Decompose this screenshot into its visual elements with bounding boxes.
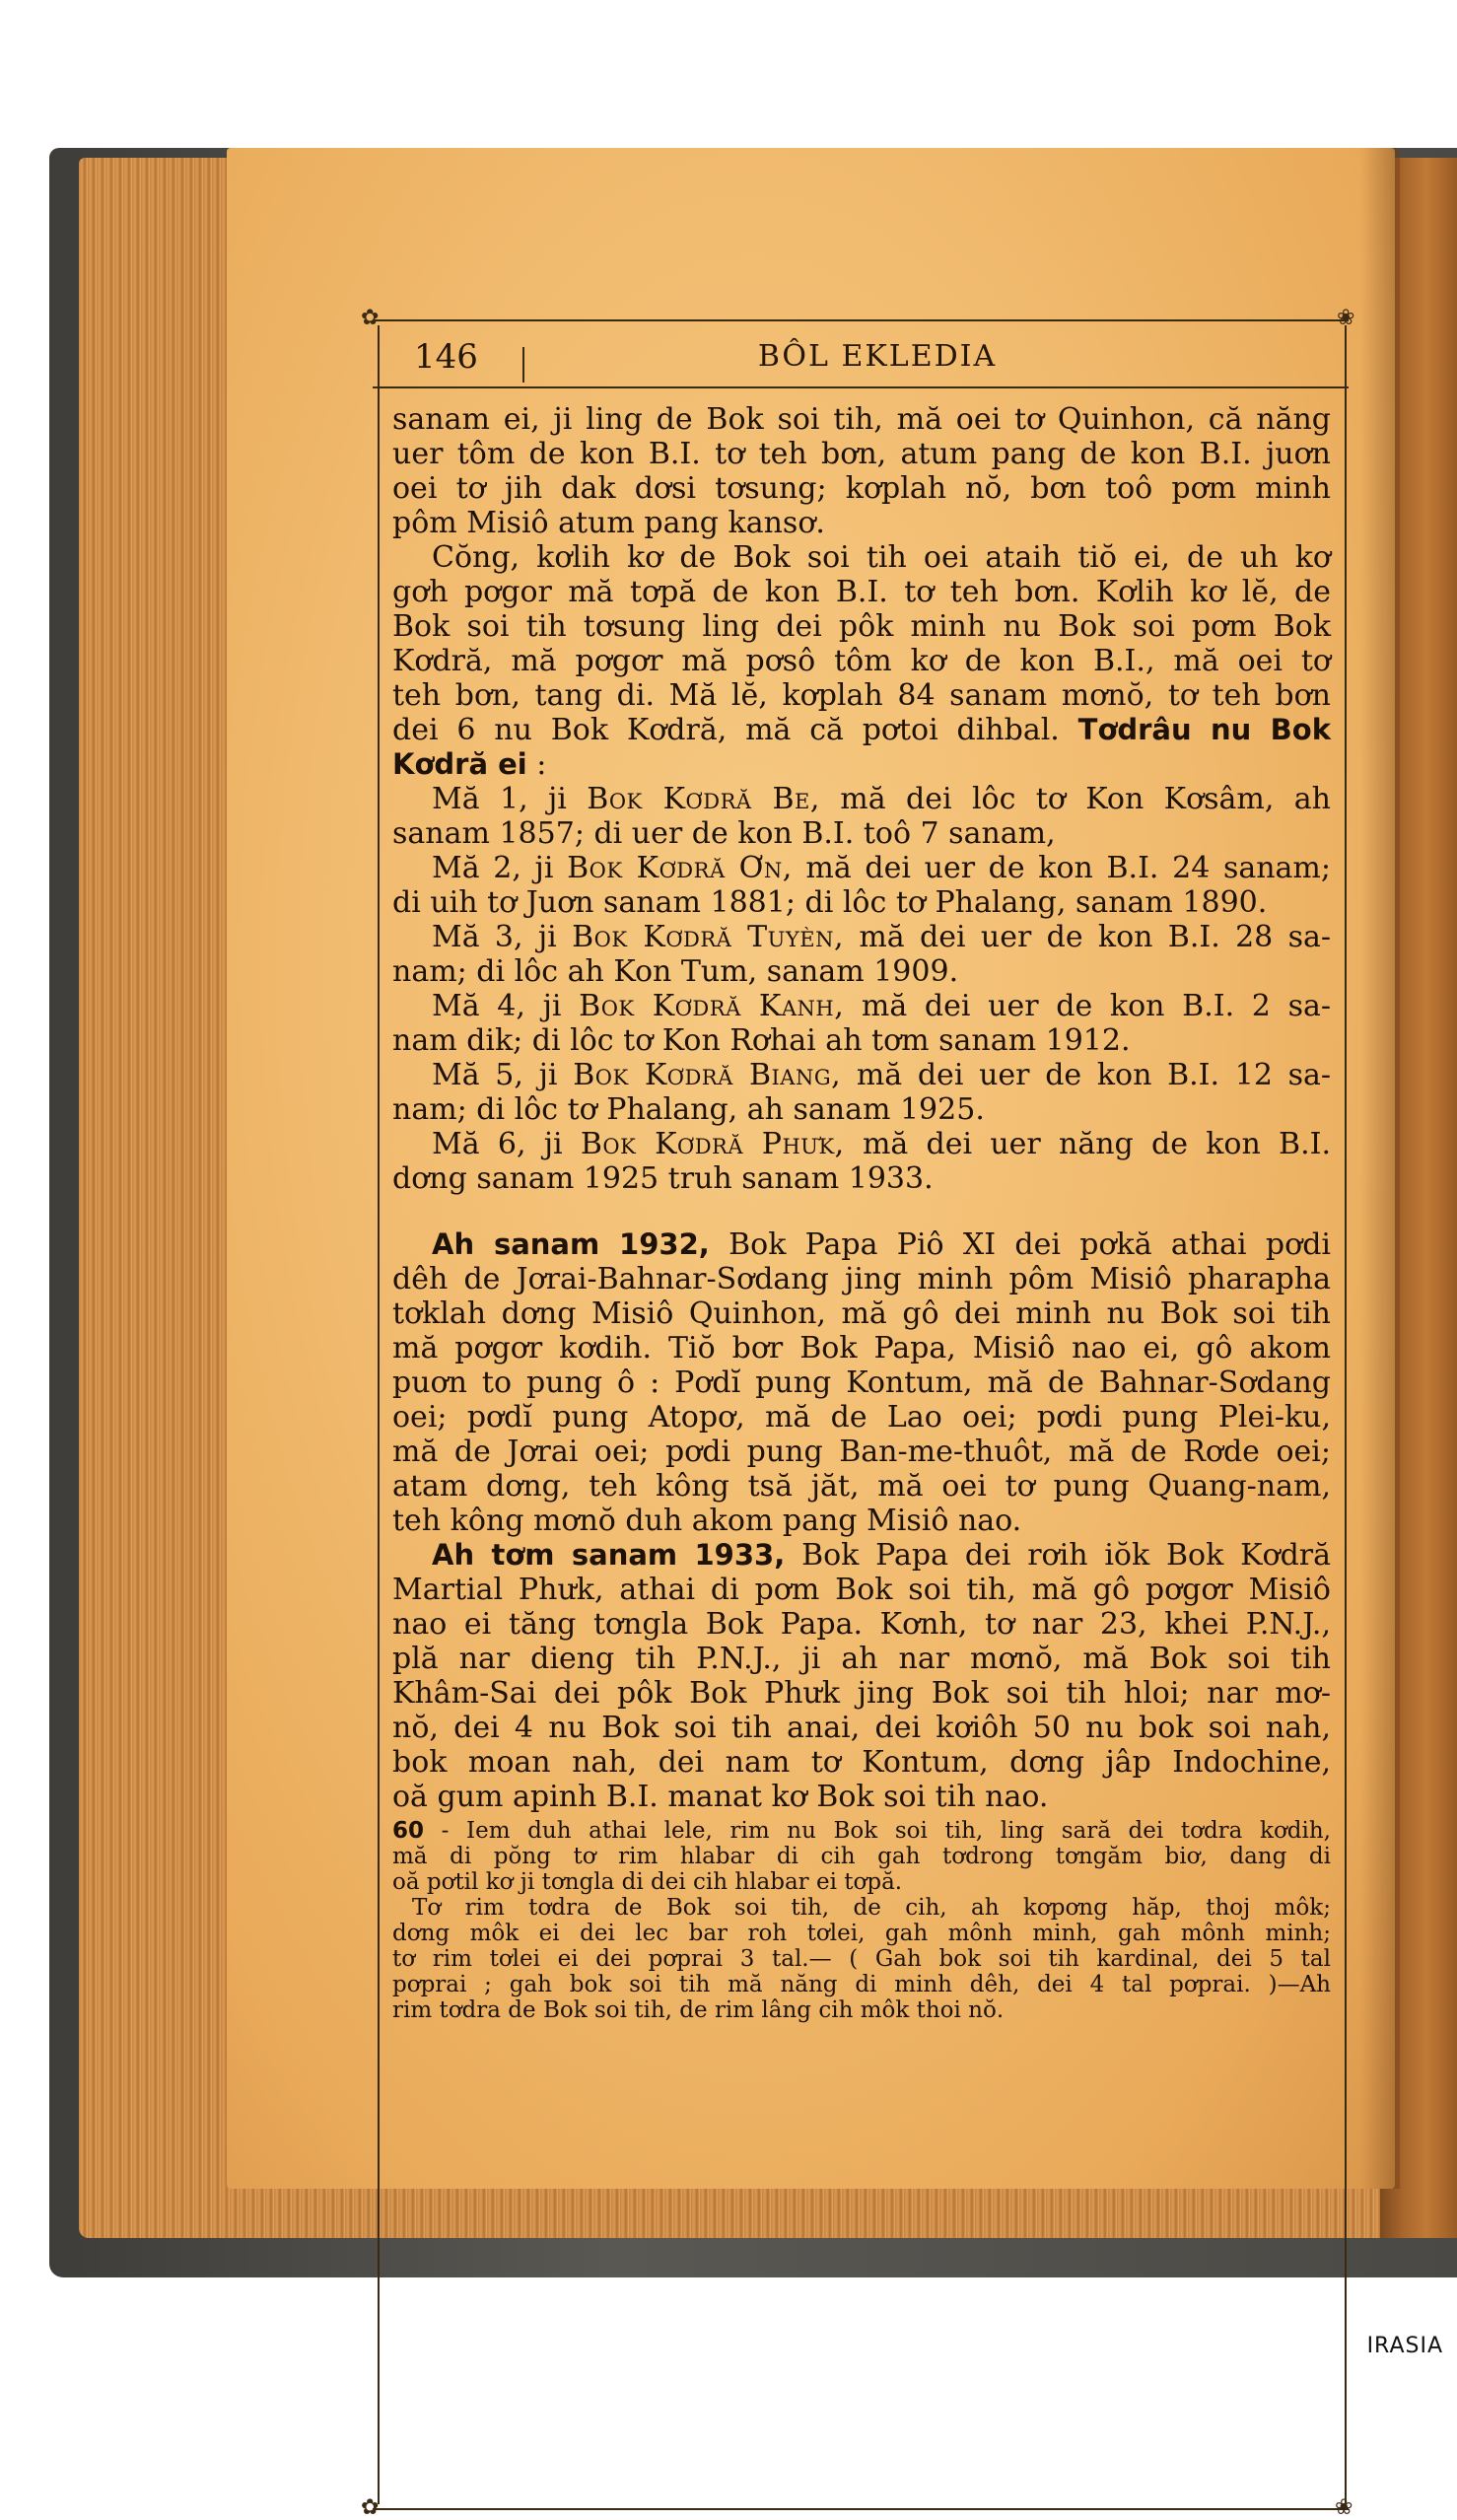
text-line: nŏ, dei 4 nu Bok soi tih anai, dei kơiôh 50 nu bok soi nah,: [392, 1711, 1331, 1745]
list-line: nam; di lôc tơ Phalang, ah sanam 1925.: [392, 1092, 985, 1127]
text-line: teh kông mơnŏ duh akom pang Misiô nao.: [392, 1504, 1022, 1538]
bishop-name: Bok Kơdră Tuyèn,: [572, 920, 844, 954]
list-line: [392, 782, 1331, 816]
text-line: oă gum apinh B.I. manat kơ Bok soi tih nao.: [392, 1780, 1049, 1814]
text-line: Martial Phưk, athai di pơm Bok soi tih, mă gô pơgơr Misiô: [392, 1573, 1331, 1607]
list-line: [392, 851, 1331, 885]
list-line: dơng sanam 1925 truh sanam 1933.: [392, 1161, 934, 1196]
paragraph-gap: [392, 1196, 1331, 1227]
text-line: bok moan nah, dei nam tơ Kontum, dơng jâp Indochine,: [392, 1745, 1331, 1780]
bold-heading: Ah tơm sanam 1933,: [432, 1538, 786, 1572]
bold-heading: Kơdră ei: [392, 747, 527, 781]
text-line: [392, 747, 1331, 782]
text-span: :: [526, 747, 547, 782]
header-separator: [522, 347, 524, 383]
text-line: Bok soi tih tơsung ling dei pôk minh nu Bok soi pơm Bok: [392, 609, 1331, 644]
text-span: Mă 5, ji: [432, 1058, 574, 1092]
bold-heading: Ah sanam 1932,: [432, 1227, 710, 1261]
footnote-line: pơprai ; gah bok soi tih mă năng di minh dêh, dei 4 tal pơprai. )—Ah: [392, 1972, 1331, 1997]
text-line: gơh pơgor mă tơpă de kon B.I. tơ teh bơn. Kơlih kơ lĕ, de: [392, 575, 1331, 609]
footnote-line: dơng môk ei dei lec bar roh tơlei, gah mônh minh, gah mônh minh;: [392, 1921, 1331, 1946]
bold-heading: Tơdrâu nu Bok: [1077, 713, 1331, 746]
bishop-name: Bok Kơdră Ơn,: [567, 851, 793, 885]
text-line: Cŏng, kơlih kơ de Bok soi tih oei ataih tiŏ ei, de uh kơ: [432, 540, 1331, 575]
paragraph-1933: [392, 1538, 1331, 1814]
text-span: Mă 1, ji: [432, 782, 588, 816]
footnote-line: rim tơdra de Bok soi tih, de rim lâng cih môk thoi nŏ.: [392, 1997, 1005, 2023]
list-line: di uih tơ Juơn sanam 1881; di lôc tơ Phalang, sanam 1890.: [392, 885, 1268, 920]
bishop-name: Bok Kơdră Be,: [587, 782, 820, 816]
text-span: mă dei uer de kon B.I. 28 sa-: [844, 920, 1332, 954]
list-line: [392, 920, 1331, 954]
text-span: mă dei uer de kon B.I. 12 sa-: [841, 1058, 1332, 1092]
text-line: plă nar dieng tih P.N.J., ji ah nar mơnŏ, mă Bok soi tih: [392, 1642, 1331, 1676]
text-span: Mă 3, ji: [432, 920, 573, 954]
text-line: nao ei tăng tơngla Bok Papa. Kơnh, tơ nar 23, khei P.N.J.,: [392, 1607, 1331, 1642]
watermark: IRASIA: [1366, 2334, 1443, 2358]
text-line: [392, 1227, 1331, 1262]
text-line: [392, 713, 1331, 747]
text-line: Khâm-Sai dei pôk Bok Phưk jing Bok soi tih hloi; nar mơ-: [392, 1676, 1331, 1711]
text-span: - Iem duh athai lele, rim nu Bok soi tih, ling sară dei tơdra kơdih,: [424, 1818, 1331, 1844]
list-line: [392, 1058, 1331, 1092]
frame-top-rule: [373, 319, 1349, 321]
footnote: [392, 1818, 1331, 2023]
text-span: mă dei uer de kon B.I. 2 sa-: [844, 989, 1331, 1023]
text-span: dei 6 nu Bok Kơdră, mă că pơtoi dihbal.: [392, 713, 1060, 747]
frame-left-rule: [378, 325, 380, 2504]
text-line: oei tơ jih dak dơsi tơsung; kơplah nŏ, bơn toô pơm minh: [392, 471, 1331, 506]
text-line: teh bơn, tang di. Mă lĕ, kơplah 84 sanam mơnŏ, tơ teh bơn: [392, 678, 1331, 713]
frame-bottom-rule: [373, 2508, 1349, 2510]
bishop-list: [392, 782, 1331, 1196]
page-number: 146: [414, 337, 478, 377]
corner-ornament-icon: ✿: [361, 2495, 380, 2520]
text-span: mă dei uer de kon B.I. 24 sanam;: [792, 851, 1331, 885]
footnote-line: tơ rim tơlei ei dei pơprai 3 tal.— ( Gah bok soi tih kardinal, dei 5 tal: [392, 1946, 1331, 1972]
text-line: oei; pơdĭ pung Atopơ, mă de Lao oei; pơdi pung Plei-ku,: [392, 1400, 1331, 1435]
text-span: Mă 2, ji: [432, 851, 568, 885]
bishop-name: Bok Kơdră Biang,: [573, 1058, 842, 1092]
footnote-line: oă pơtil kơ ji tơngla di dei cih hlabar ei tơpă.: [392, 1869, 903, 1895]
text-line: mă pơgơr kơdih. Tiŏ bơr Bok Papa, Misiô nao ei, gô akom: [392, 1331, 1331, 1365]
list-line: [392, 989, 1331, 1023]
bishop-name: Bok Kơdră Phưk,: [580, 1127, 845, 1161]
footnote-line: mă di pŏng tơ rim hlabar di cih gah tơdrong tơngăm biơ, dang di: [392, 1844, 1331, 1869]
text-line: mă de Jơrai oei; pơdi pung Ban-me-thuôt, mă de Rơde oei;: [392, 1435, 1331, 1469]
paragraph-1: [392, 402, 1331, 540]
footnote-line: [392, 1818, 1331, 1844]
corner-ornament-icon: ✿: [361, 306, 380, 330]
running-title: BÔL EKLEDIA: [757, 339, 998, 374]
list-line: sanam 1857; di uer de kon B.I. toô 7 sanam,: [392, 816, 1056, 851]
frame-right-rule: [1345, 325, 1347, 2504]
text-line: dêh de Jơrai-Bahnar-Sơdang jing minh pôm Misiô pharapha: [392, 1262, 1331, 1296]
corner-ornament-icon: ❀: [1337, 306, 1355, 330]
list-line: [392, 1127, 1331, 1161]
text-span: mă dei lôc tơ Kon Kơsâm, ah: [819, 782, 1331, 816]
text-span: Bok Papa dei rơih iŏk Bok Kơdră: [785, 1538, 1332, 1573]
paragraph-1932: [392, 1227, 1331, 1538]
corner-ornament-icon: ❀: [1335, 2495, 1353, 2520]
list-line: nam; di lôc ah Kon Tum, sanam 1909.: [392, 954, 959, 989]
text-line: pôm Misiô atum pang kansơ.: [392, 506, 825, 540]
text-line: puơn to pung ô : Pơdĭ pung Kontum, mă de Bahnar-Sơdang: [392, 1365, 1331, 1400]
footnote-number: 60: [392, 1818, 425, 1844]
text-line: sanam ei, ji ling de Bok soi tih, mă oei tơ Quinhon, că năng: [392, 402, 1331, 437]
body-text: [392, 402, 1331, 1814]
bishop-name: Bok Kơdră Kanh,: [579, 989, 845, 1023]
text-span: Mă 6, ji: [432, 1127, 581, 1161]
text-line: [392, 1538, 1331, 1573]
paragraph-2: [392, 540, 1331, 782]
footnote-line: Tơ rim tơdra de Bok soi tih, de cih, ah kơpơng hăp, thoj môk;: [412, 1895, 1331, 1921]
text-span: Bok Papa Piô XI dei pơkă athai pơdi: [709, 1227, 1331, 1262]
text-line: Kơdră, mă pơgơr mă pơsô tôm kơ de kon B.I., mă oei tơ: [392, 644, 1331, 678]
text-line: atam dơng, teh kông tsă jăt, mă oei tơ pung Quang-nam,: [392, 1469, 1331, 1504]
header-rule: [373, 386, 1349, 388]
text-span: mă dei uer năng de kon B.I.: [844, 1127, 1332, 1161]
gutter-shadow: [1360, 148, 1400, 2189]
list-line: nam dik; di lôc tơ Kon Rơhai ah tơm sanam 1912.: [392, 1023, 1131, 1058]
text-line: tơklah dơng Misiô Quinhon, mă gô dei minh nu Bok soi tih: [392, 1296, 1331, 1331]
text-span: Mă 4, ji: [432, 989, 580, 1023]
text-line: uer tôm de kon B.I. tơ teh bơn, atum pang de kon B.I. juơn: [392, 437, 1331, 471]
